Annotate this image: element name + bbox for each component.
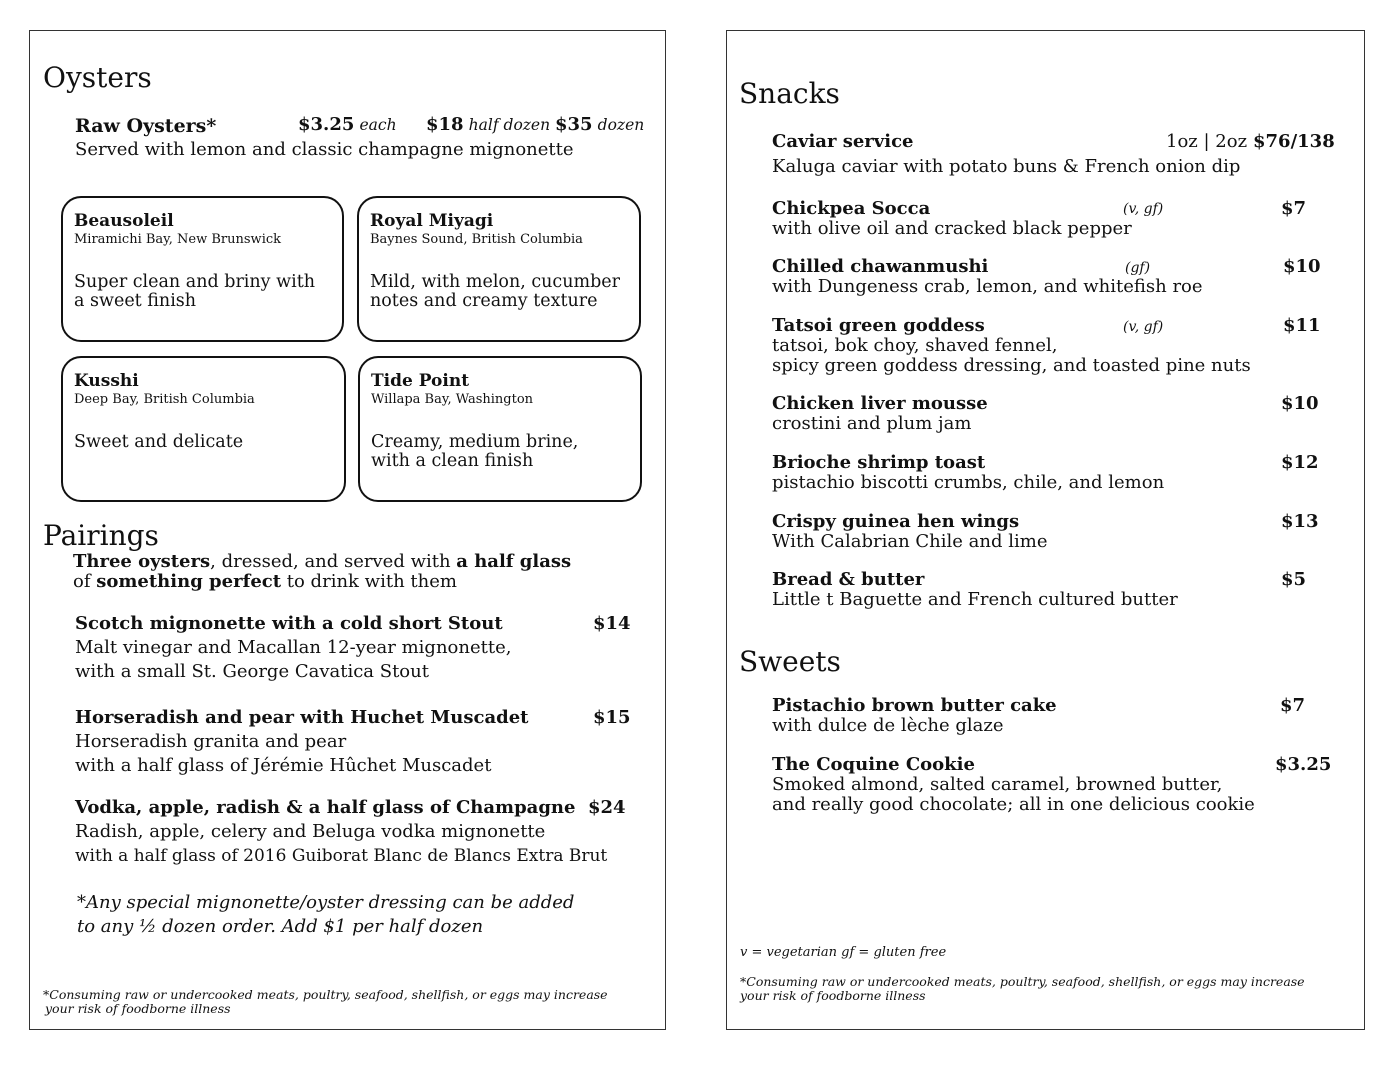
snack-desc: spicy green goddess dressing, and toasted pine nuts <box>772 355 1251 376</box>
raw-oysters-price-half <box>426 114 550 135</box>
snack-price: $13 <box>1281 511 1319 532</box>
oyster-location: Baynes Sound, British Columbia <box>370 232 583 247</box>
price-half-dozen: $18 <box>426 114 464 135</box>
pairing-desc: with a small St. George Cavatica Stout <box>75 661 429 682</box>
oysters-heading: Oysters <box>43 61 152 94</box>
pairing-name: Vodka, apple, radish & a half glass of Champagne <box>75 797 576 818</box>
oyster-description: Sweet and delicate <box>74 432 244 452</box>
snack-price: $12 <box>1281 452 1319 473</box>
unit-each: each <box>359 116 397 134</box>
oyster-name: Beausoleil <box>74 211 174 231</box>
raw-oysters-price-each <box>298 114 397 135</box>
oyster-card-beausoleil <box>61 196 344 342</box>
oyster-name: Kusshi <box>74 371 139 391</box>
oyster-card-tide-point <box>358 356 642 502</box>
dietary-tag: (gf) <box>1125 260 1151 276</box>
sweet-desc: and really good chocolate; all in one delicious cookie <box>772 794 1255 815</box>
snack-name: Chicken liver mousse <box>772 393 988 414</box>
oyster-name: Tide Point <box>371 371 470 391</box>
raw-oysters-description: Served with lemon and classic champagne mignonette <box>75 139 574 160</box>
sweet-desc: with dulce de lèche glaze <box>772 715 1004 736</box>
unit-dozen: dozen <box>597 116 645 134</box>
snack-desc: with Dungeness crab, lemon, and whitefish roe <box>772 276 1203 297</box>
snack-desc: crostini and plum jam <box>772 413 972 434</box>
snack-name: Crispy guinea hen wings <box>772 511 1020 532</box>
snack-price: $11 <box>1283 315 1321 336</box>
raw-oysters-price-dozen <box>555 114 644 135</box>
price-each: $3.25 <box>298 114 355 135</box>
right-menu-page <box>726 30 1365 1030</box>
sweet-price: $3.25 <box>1275 754 1332 775</box>
dietary-tag: (v, gf) <box>1123 319 1164 335</box>
snack-name: Tatsoi green goddess <box>772 315 985 336</box>
snack-desc: With Calabrian Chile and lime <box>772 531 1048 552</box>
oyster-card-royal-miyagi <box>357 196 641 342</box>
snack-name: Chickpea Socca <box>772 198 931 219</box>
snack-desc: pistachio biscotti crumbs, chile, and lemon <box>772 472 1165 493</box>
pairing-desc: with a half glass of Jérémie Hûchet Muscadet <box>75 755 492 776</box>
sweet-price: $7 <box>1280 695 1306 716</box>
oyster-card-kusshi <box>61 356 346 502</box>
pairing-price: $14 <box>593 613 631 634</box>
snack-desc: with olive oil and cracked black pepper <box>772 218 1132 239</box>
snack-name: Brioche shrimp toast <box>772 452 986 473</box>
pairings-intro-line-2: of something perfect to drink with them <box>73 571 457 592</box>
oyster-description: Mild, with melon, cucumber notes and creamy texture <box>370 272 621 311</box>
disclaimer: *Consuming raw or undercooked meats, poultry, seafood, shellfish, or eggs may increase <box>43 987 608 1002</box>
price-dozen: $35 <box>555 114 593 135</box>
pairing-desc: Horseradish granita and pear <box>75 731 347 752</box>
pairing-name: Horseradish and pear with Huchet Muscadet <box>75 707 529 728</box>
pairing-name: Scotch mignonette with a cold short Stout <box>75 613 503 634</box>
sweets-heading: Sweets <box>739 645 841 678</box>
pairing-desc: with a half glass of 2016 Guiborat Blanc de Blancs Extra Brut <box>75 846 608 866</box>
snack-name: Caviar service <box>772 131 914 152</box>
left-menu-page <box>29 30 666 1030</box>
unit-half-dozen: half dozen <box>468 116 551 134</box>
pairing-price: $15 <box>593 707 631 728</box>
sweet-desc: Smoked almond, salted caramel, browned butter, <box>772 774 1223 795</box>
pairing-price: $24 <box>588 797 626 818</box>
snack-price: $5 <box>1281 569 1307 590</box>
special-note: to any ½ dozen order. Add $1 per half dozen <box>77 916 484 937</box>
raw-oysters-name: Raw Oysters* <box>75 115 217 137</box>
snack-size: 1oz | 2oz <box>1166 131 1248 152</box>
snack-price: $76/138 <box>1253 131 1335 152</box>
oyster-location: Miramichi Bay, New Brunswick <box>74 232 282 247</box>
dietary-tag: (v, gf) <box>1123 201 1164 217</box>
pairing-desc: Radish, apple, celery and Beluga vodka mignonette <box>75 821 546 842</box>
special-note: *Any special mignonette/oyster dressing can be added <box>77 892 575 913</box>
snack-desc: tatsoi, bok choy, shaved fennel, <box>772 335 1058 356</box>
snacks-heading: Snacks <box>739 77 840 110</box>
pairings-heading: Pairings <box>43 519 159 552</box>
snack-desc: Kaluga caviar with potato buns & French onion dip <box>772 156 1241 177</box>
snack-name: Chilled chawanmushi <box>772 256 989 277</box>
disclaimer: your risk of foodborne illness <box>740 988 926 1003</box>
oyster-location: Deep Bay, British Columbia <box>74 392 255 407</box>
oyster-description: Super clean and briny with a sweet finish <box>74 272 316 311</box>
disclaimer: *Consuming raw or undercooked meats, poultry, seafood, shellfish, or eggs may increase <box>740 974 1305 989</box>
pairing-desc: Malt vinegar and Macallan 12-year mignonette, <box>75 637 512 658</box>
oyster-description: Creamy, medium brine, with a clean finish <box>371 432 579 471</box>
snack-name: Bread & butter <box>772 569 925 590</box>
snack-desc: Little t Baguette and French cultured butter <box>772 589 1178 610</box>
snack-price: $7 <box>1281 198 1307 219</box>
oyster-location: Willapa Bay, Washington <box>371 392 534 407</box>
sweet-name: The Coquine Cookie <box>772 754 975 775</box>
disclaimer: your risk of foodborne illness <box>45 1001 231 1016</box>
snack-price: $10 <box>1283 256 1321 277</box>
pairings-intro-line-1: Three oysters, dressed, and served with a half glass <box>73 551 572 572</box>
dietary-legend: v = vegetarian gf = gluten free <box>740 945 947 960</box>
sweet-name: Pistachio brown butter cake <box>772 695 1057 716</box>
snack-price: $10 <box>1281 393 1319 414</box>
oyster-name: Royal Miyagi <box>370 211 494 231</box>
